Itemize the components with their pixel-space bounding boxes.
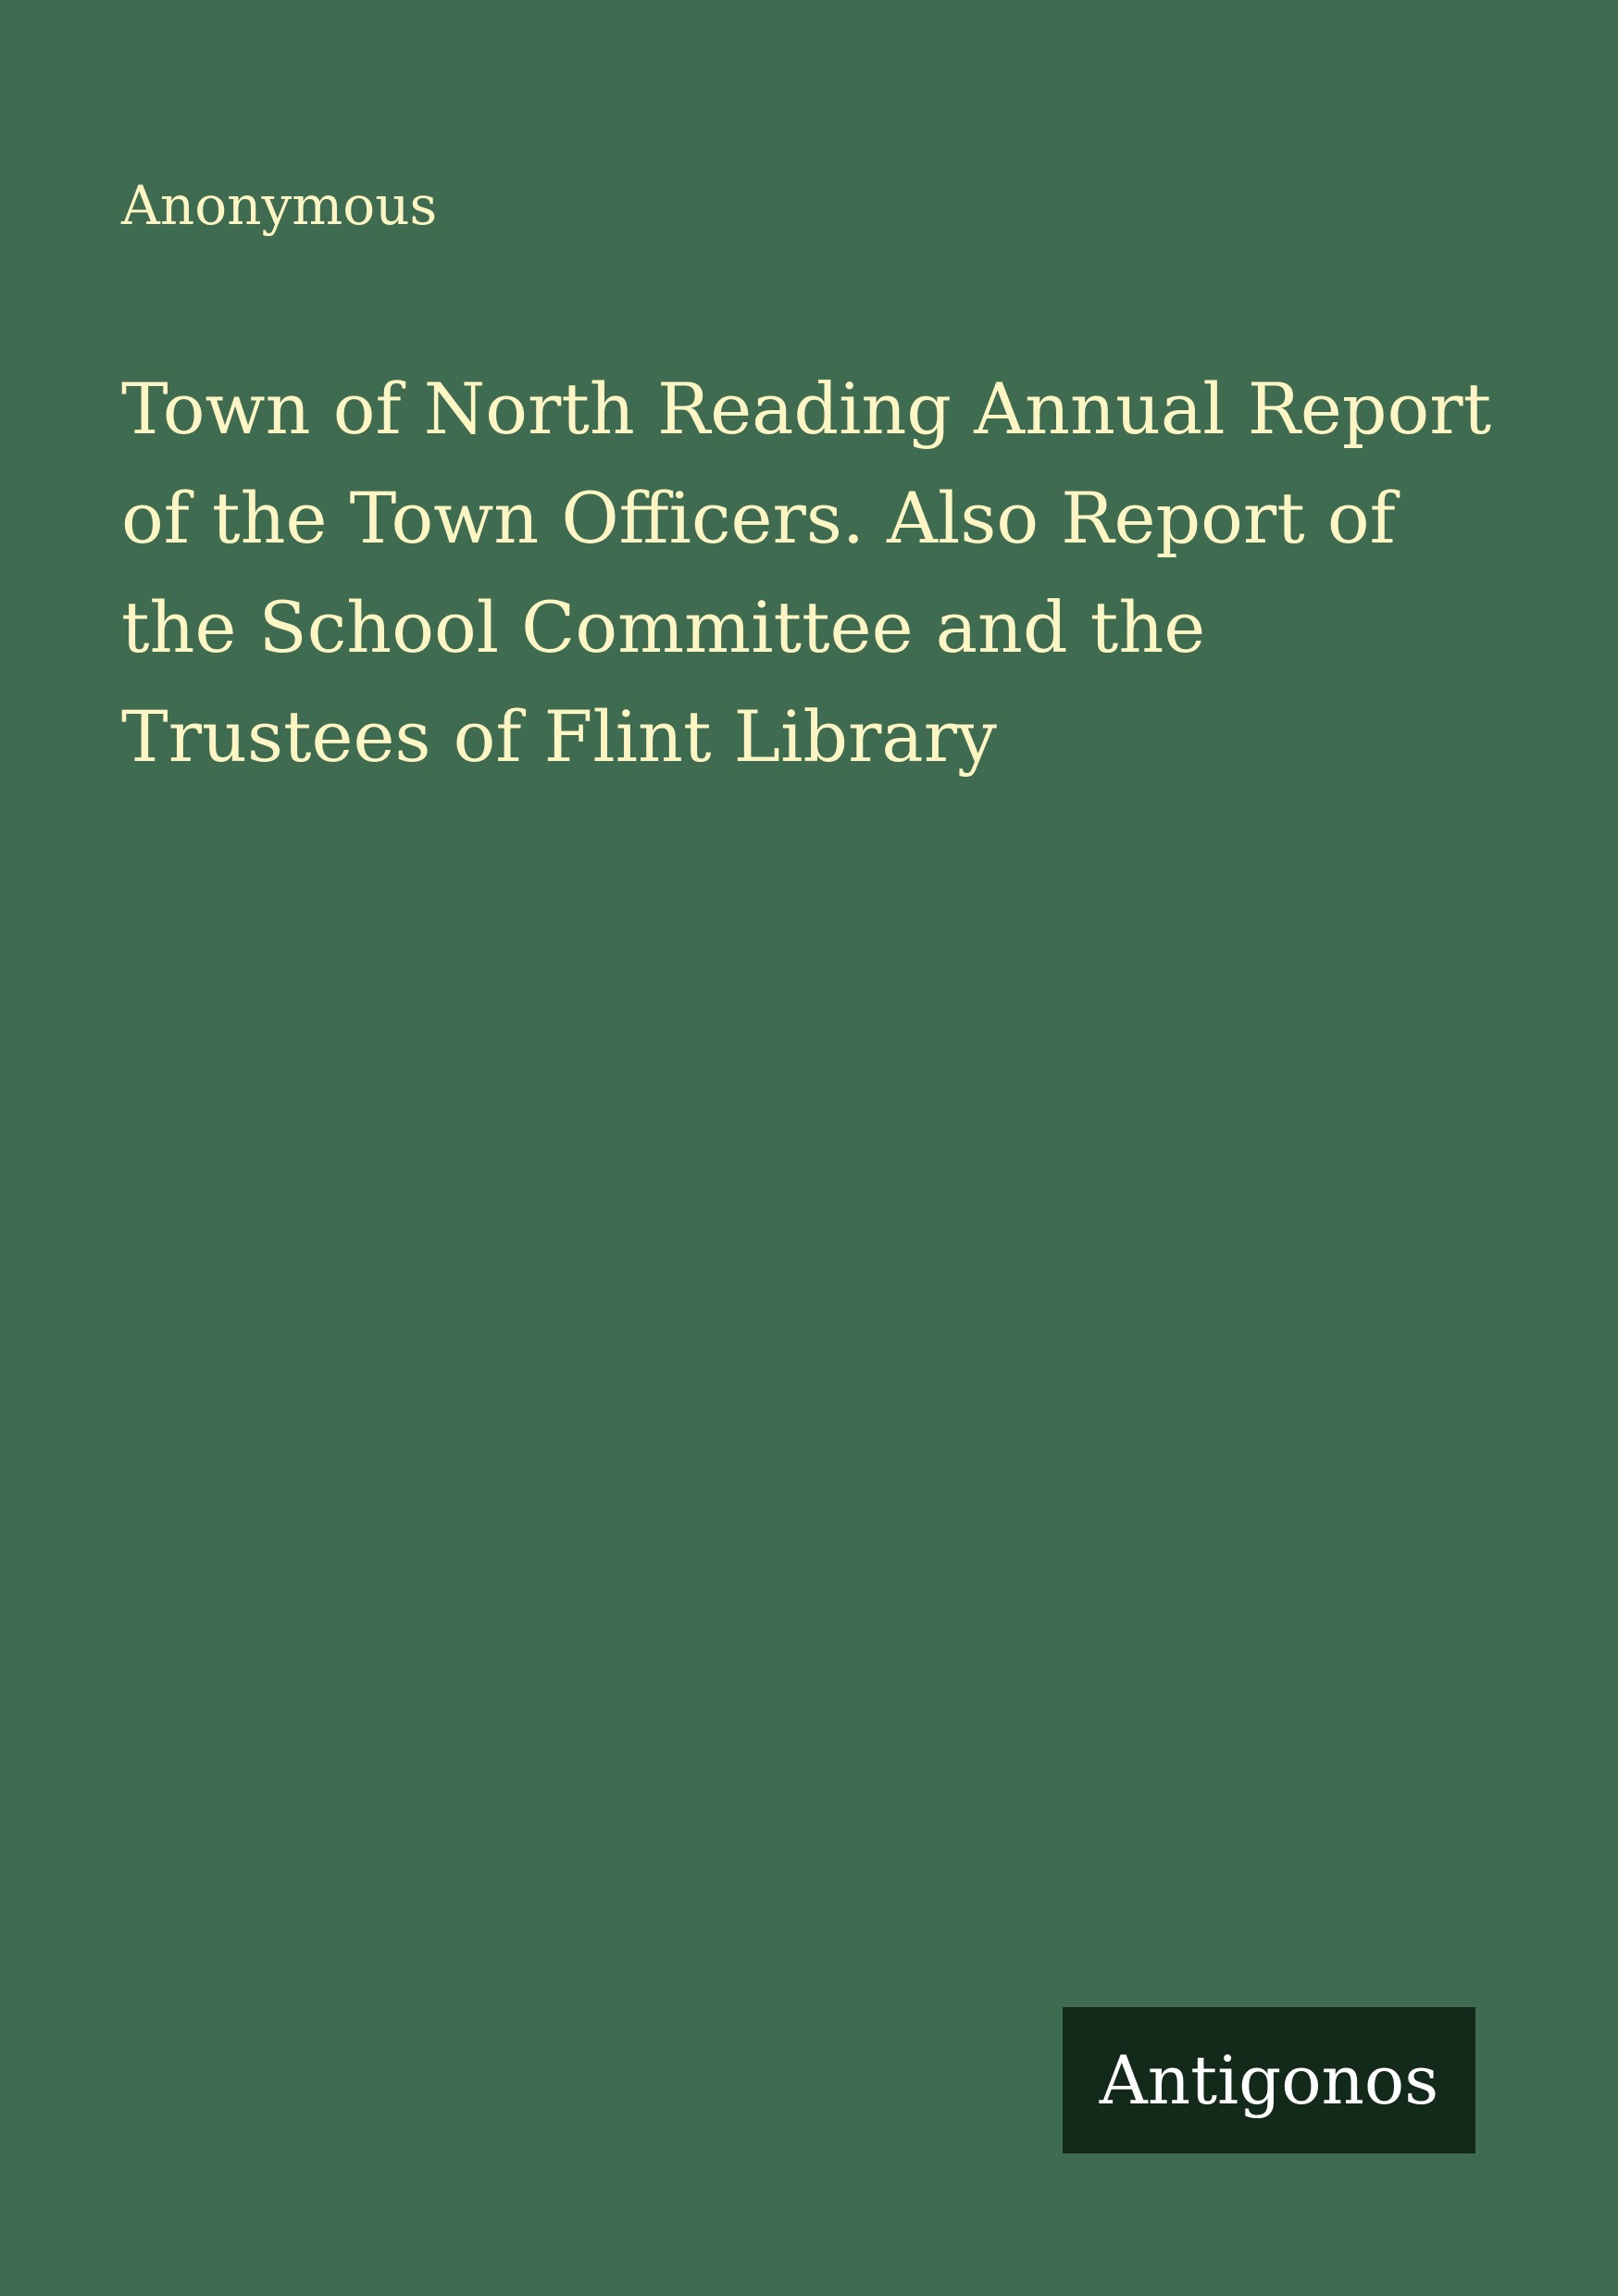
title-line-2: of the Town Officers. Also Report of	[121, 477, 1396, 559]
publisher-name: Antigonos	[1099, 2041, 1439, 2119]
publisher-logo	[1063, 2007, 1475, 2153]
author-name: Anonymous	[121, 174, 438, 237]
title-line-1: Town of North Reading Annual Report	[121, 368, 1492, 450]
title-line-4: Trustees of Flint Library	[121, 695, 997, 778]
book-title	[121, 355, 1565, 792]
title-line-3: the School Committee and the	[121, 586, 1206, 668]
